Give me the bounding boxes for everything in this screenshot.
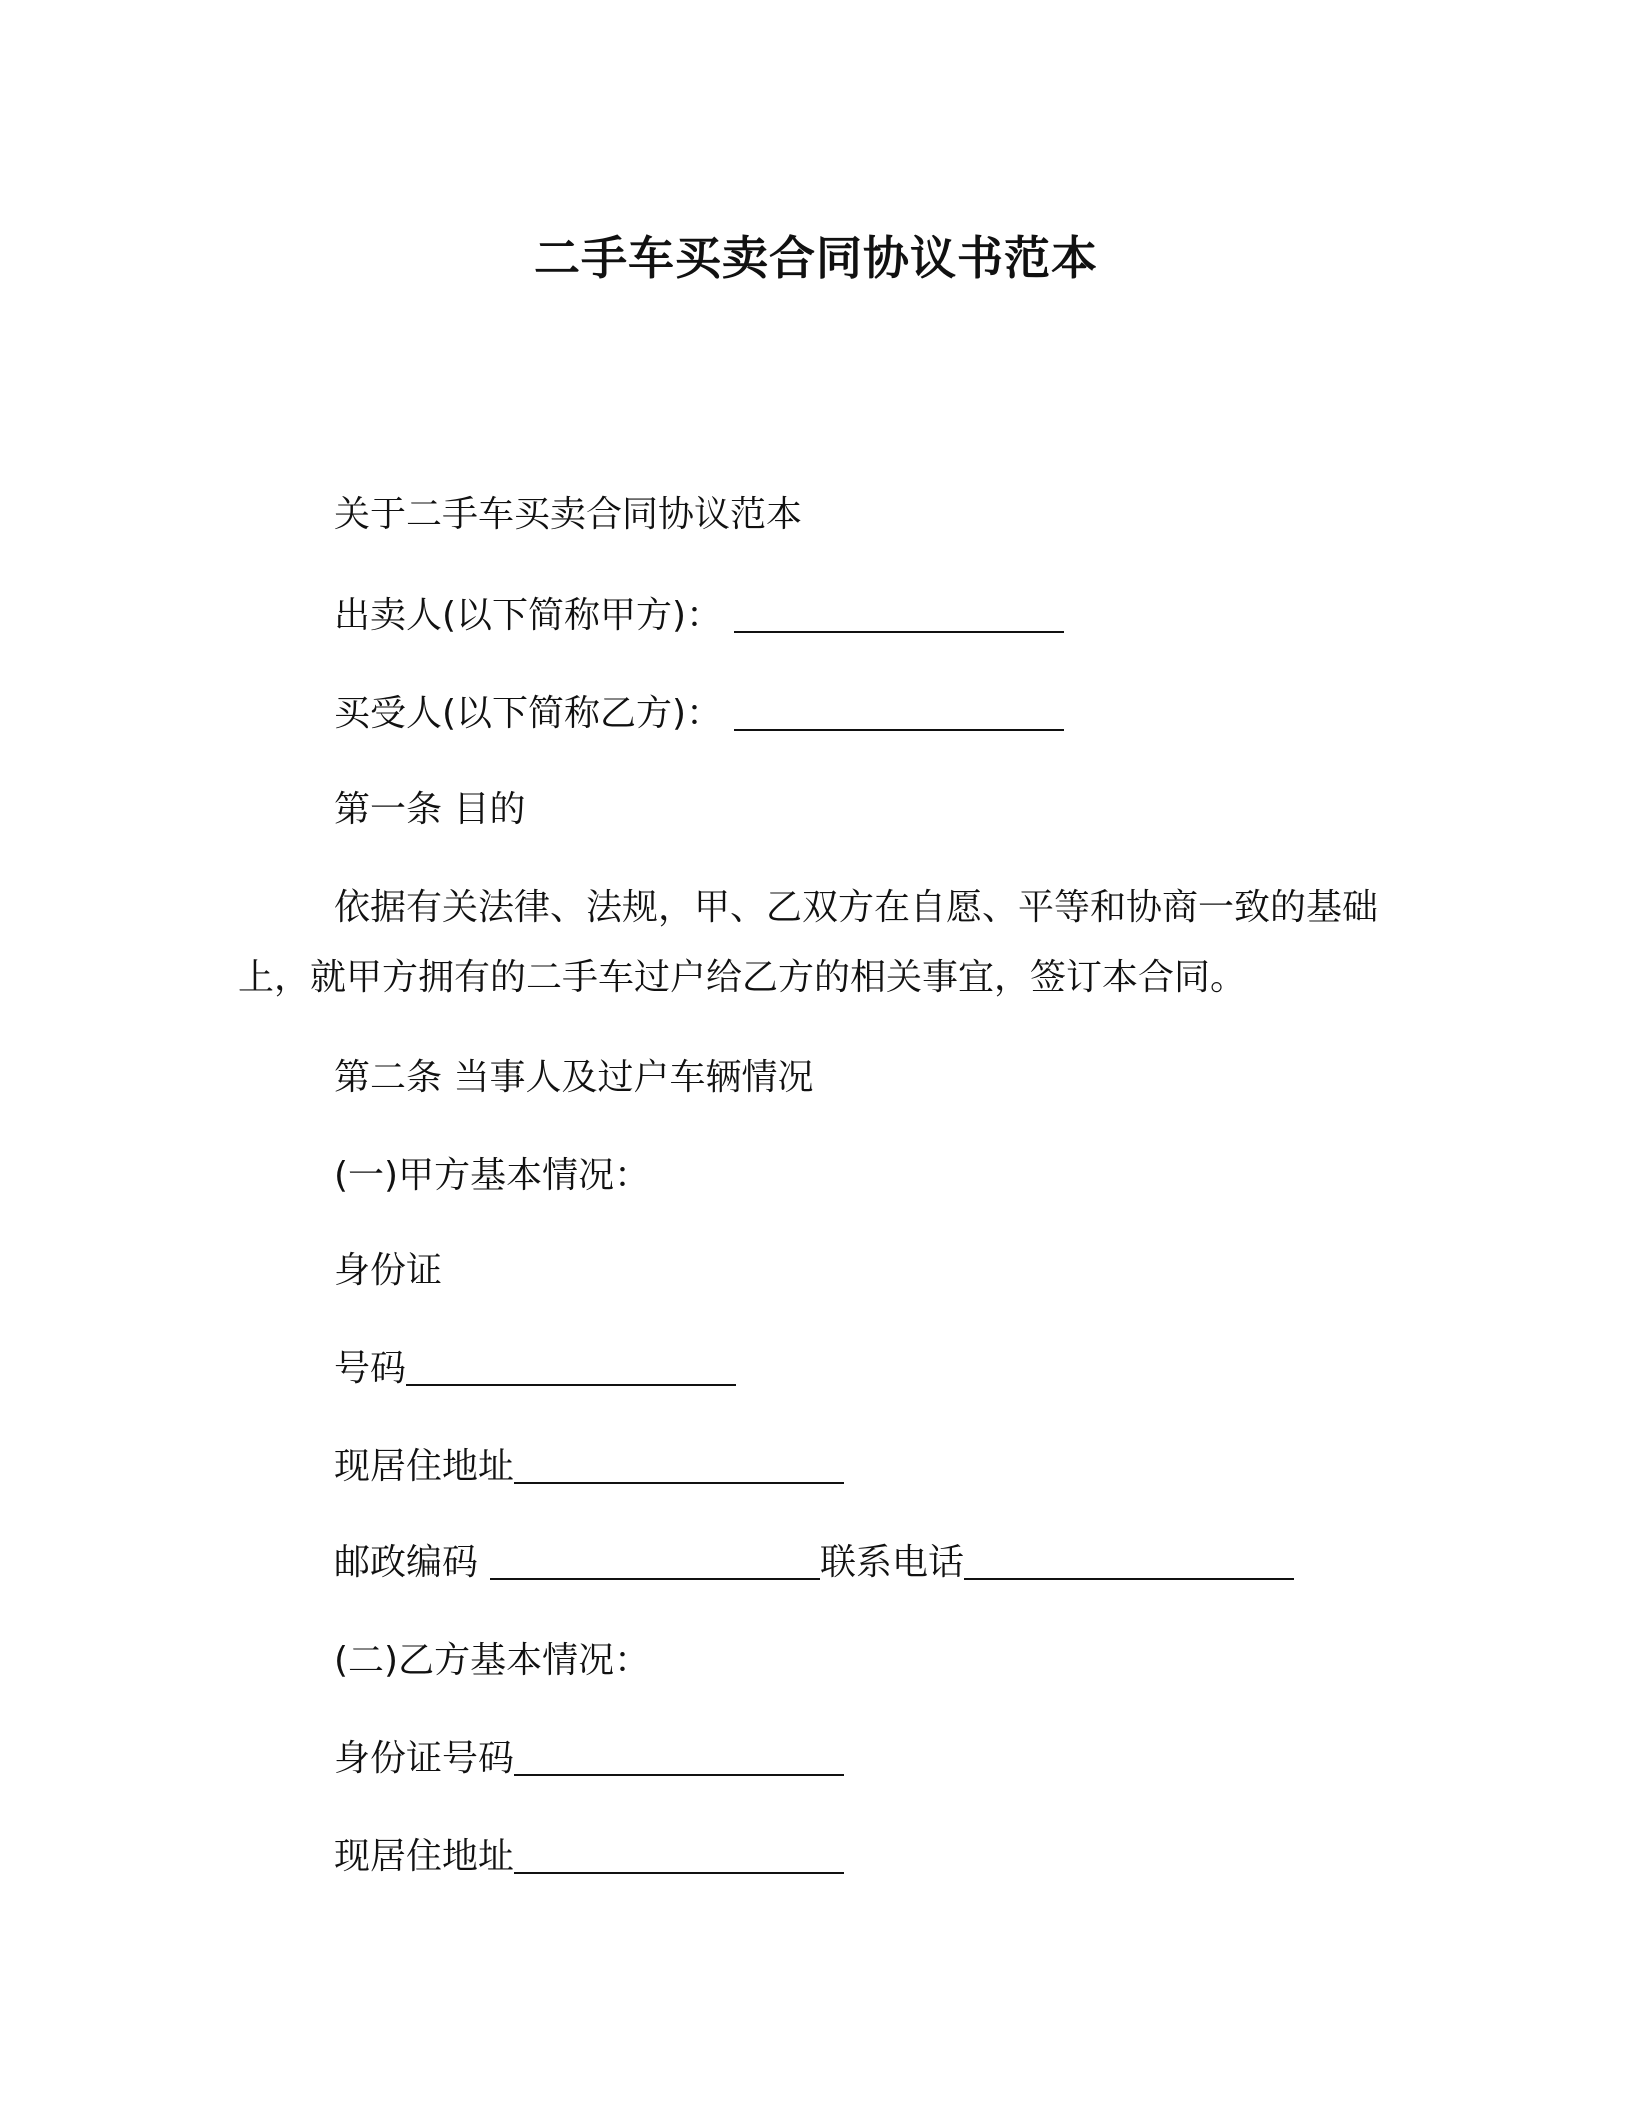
article1-body: 依据有关法律、法规，甲、乙双方在自愿、平等和协商一致的基础上，就甲方拥有的二手车过户给乙方的相关事宜，签订本合同。 (238, 887, 1379, 998)
document-subtitle: 关于二手车买卖合同协议范本 (334, 494, 803, 535)
buyer-label: 买受人(以下简称乙方)： (334, 693, 723, 734)
party-a-address-line (334, 1442, 844, 1492)
party-a-id-line (334, 1344, 736, 1394)
party-a-address-blank (514, 1478, 844, 1484)
party-b-address-line (334, 1832, 844, 1882)
buyer-line (334, 689, 1064, 739)
article1-heading: 第一条 目的 (334, 789, 526, 830)
party-a-contact-line (334, 1538, 1294, 1588)
document-title: 二手车买卖合同协议书范本 (534, 231, 1098, 285)
party-a-id-blank (406, 1380, 736, 1386)
article2-heading: 第二条 当事人及过户车辆情况 (334, 1057, 814, 1098)
seller-label: 出卖人(以下简称甲方)： (334, 595, 723, 636)
party-a-address-label: 现居住地址 (334, 1446, 515, 1487)
party-b-heading: (二)乙方基本情况： (334, 1640, 651, 1681)
party-a-postcode-label: 邮政编码 (334, 1542, 479, 1583)
buyer-blank (734, 725, 1064, 731)
party-b-address-label: 现居住地址 (334, 1836, 515, 1877)
party-a-heading: (一)甲方基本情况： (334, 1155, 651, 1196)
party-b-id-blank (514, 1770, 844, 1776)
party-b-id-label: 身份证号码 (334, 1738, 515, 1779)
seller-blank (734, 627, 1064, 633)
party-a-postcode-blank (490, 1574, 820, 1580)
seller-line (334, 591, 1064, 641)
party-b-address-blank (514, 1868, 844, 1874)
party-b-id-line (334, 1734, 844, 1784)
party-a-phone-label: 联系电话 (820, 1542, 965, 1583)
party-a-id-label-line1: 身份证 (334, 1250, 443, 1291)
party-a-phone-blank (964, 1574, 1294, 1580)
party-a-id-label-line2: 号码 (334, 1348, 407, 1389)
